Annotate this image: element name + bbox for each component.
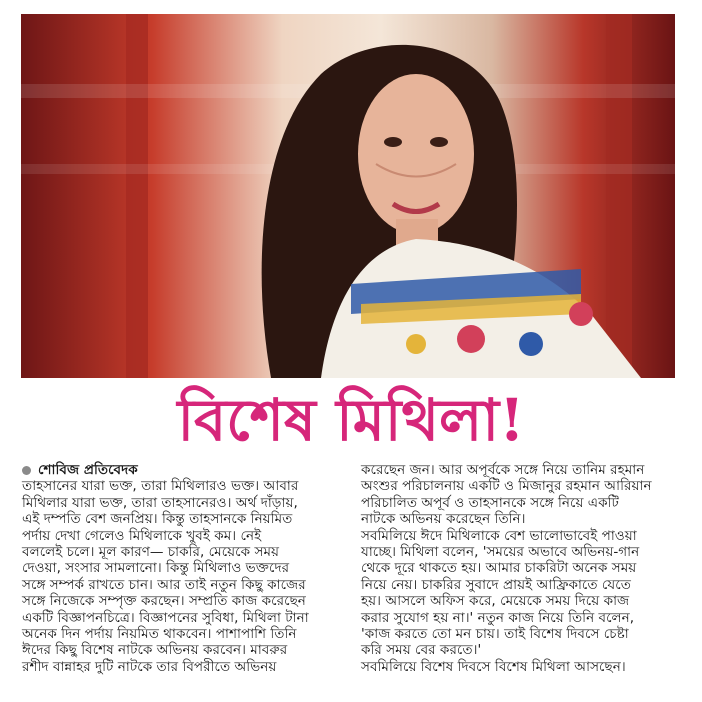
text-line: অংশুর পরিচালনায় একটি ও মিজানুর রহমান আরিয়ান — [361, 478, 652, 495]
text-line: একটি বিজ্ঞাপনচিত্রে। বিজ্ঞাপনের সুবিধা, মিথিলা টানা — [22, 609, 309, 626]
text-line: রশীদ বান্নাহর দুটি নাটকে তার বিপরীতে অভিনয় — [22, 658, 277, 675]
text-line: দেওয়া, সংসার সামলানো। কিন্তু মিথিলাও ভক্তদের — [22, 560, 290, 577]
text-line: পরিচালিত অপূর্ব ও তাহসানকে সঙ্গে নিয়ে একটি — [361, 494, 619, 511]
text-line: নাটকে অভিনয় করেছেন তিনি। — [361, 511, 526, 528]
text-line: পর্দায় দেখা গেলেও মিথিলাকে খুবই কম। নেই — [22, 527, 262, 544]
text-line: থেকে দূরে থাকতে হয়। আমার চাকরিটা অনেক সময় — [361, 560, 637, 577]
text-line: নিয়ে নেয়। চাকরির সুবাদে প্রায়ই আফ্রিকাতে যেতে — [361, 576, 631, 593]
text-line: করেছেন জন। আর অপূর্বকে সঙ্গে নিয়ে তানিম রহমান — [361, 462, 645, 478]
byline-text: শোবিজ প্রতিবেদক — [38, 462, 138, 478]
text-line: করার সুযোগ হয় না।' নতুন কাজ নিয়ে তিনি বলেন, — [361, 609, 635, 626]
portrait-photo — [21, 14, 675, 378]
headline: বিশেষ মিথিলা! — [177, 386, 525, 454]
text-line: করি সময় বের করতে।' — [361, 642, 482, 659]
bullet-icon — [22, 466, 31, 475]
text-line: যাচ্ছে। মিথিলা বলেন, 'সময়ের অভাবে অভিনয়-গান — [361, 544, 640, 561]
article-column-right — [361, 462, 691, 675]
article-column-left — [22, 462, 352, 675]
text-line: ঈদের কিছু বিশেষ নাটকে অভিনয় করবেন। মাবরুর — [22, 642, 288, 659]
text-line: এই দম্পতি বেশ জনপ্রিয়। কিন্তু তাহসানকে নিয়মিত — [22, 511, 293, 528]
byline — [22, 462, 352, 478]
text-line: বললেই চলে। মূল কারণ— চাকরি, মেয়েকে সময় — [22, 544, 280, 561]
text-line: সঙ্গে নিজেকে সম্পৃক্ত করছেন। সম্প্রতি কাজ করেছেন — [22, 593, 306, 610]
text-line: মিথিলার যারা ভক্ত, তারা তাহসানেরও। অর্থ দাঁড়ায়, — [22, 494, 298, 511]
text-line: 'কাজ করতে তো মন চায়। তাই বিশেষ দিবসে চেষ্টা — [361, 626, 629, 643]
text-line: সবমিলিয়ে ঈদে মিথিলাকে বেশ ভালোভাবেই পাওয়া — [361, 527, 637, 544]
article-photo — [21, 14, 675, 378]
text-line: তাহসানের যারা ভক্ত, তারা মিথিলারও ভক্ত। আবার — [22, 478, 299, 495]
text-line: সঙ্গে সম্পর্ক রাখতে চান। আর তাই নতুন কিছু কাজের — [22, 576, 306, 593]
text-line: হয়। আসলে অফিস করে, মেয়েকে সময় দিয়ে কাজ — [361, 593, 630, 610]
text-line: সবমিলিয়ে বিশেষ দিবসে বিশেষ মিথিলা আসছেন। — [361, 658, 626, 675]
text-line: অনেক দিন পর্দায় নিয়মিত থাকবেন। পাশাপাশি তিনি — [22, 626, 297, 643]
